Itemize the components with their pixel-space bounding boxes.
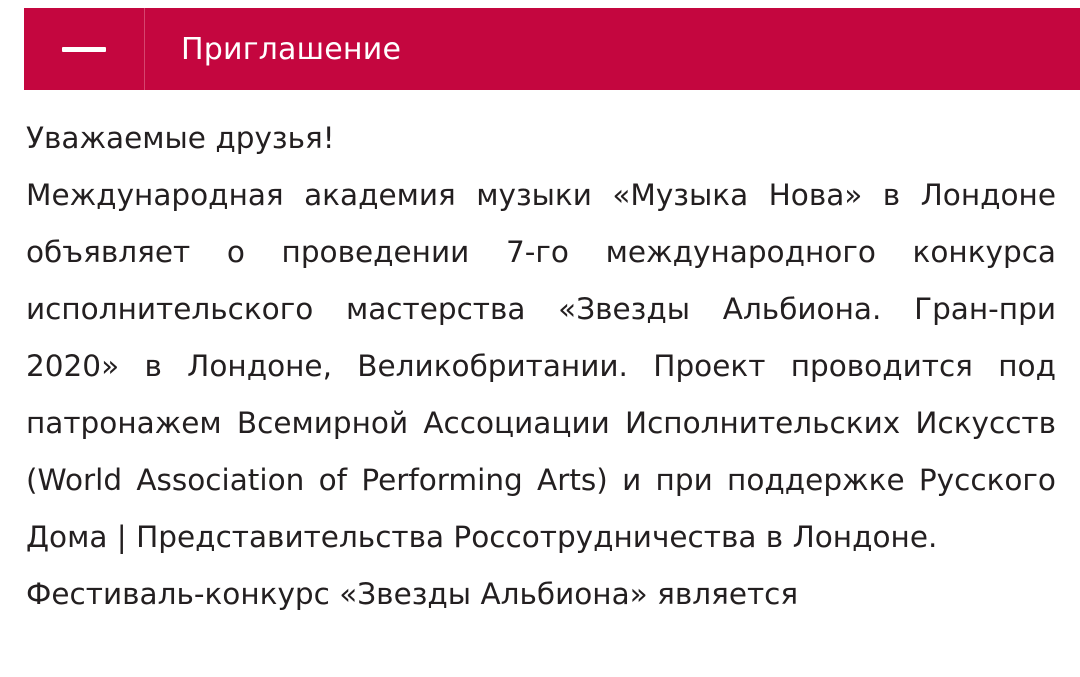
minus-icon [62, 47, 106, 52]
section-title: Приглашение [181, 31, 402, 67]
paragraph-greeting: Уважаемые друзья! [26, 121, 335, 155]
paragraph-next: Фестиваль-конкурс «Звезды Альбиона» является [26, 577, 799, 611]
paragraph-main: Международная академия музыки «Музыка Нова» в Лондоне объявляет о проведении 7-го международного конкурса исполнительского мастерства «Звезды Альбиона. Гран-при 2020» в Лондоне, Великобритании. Проект проводится под патронажем Всемирной Ассоциации Исполнительских Искусств (World Association of Performing Arts) и при поддержке Русского Дома | Представительства Россотрудничества в Лондоне. [26, 178, 1056, 554]
article-body [26, 110, 1056, 612]
section-header-bar [24, 8, 1080, 90]
collapse-toggle-button[interactable] [24, 8, 145, 90]
